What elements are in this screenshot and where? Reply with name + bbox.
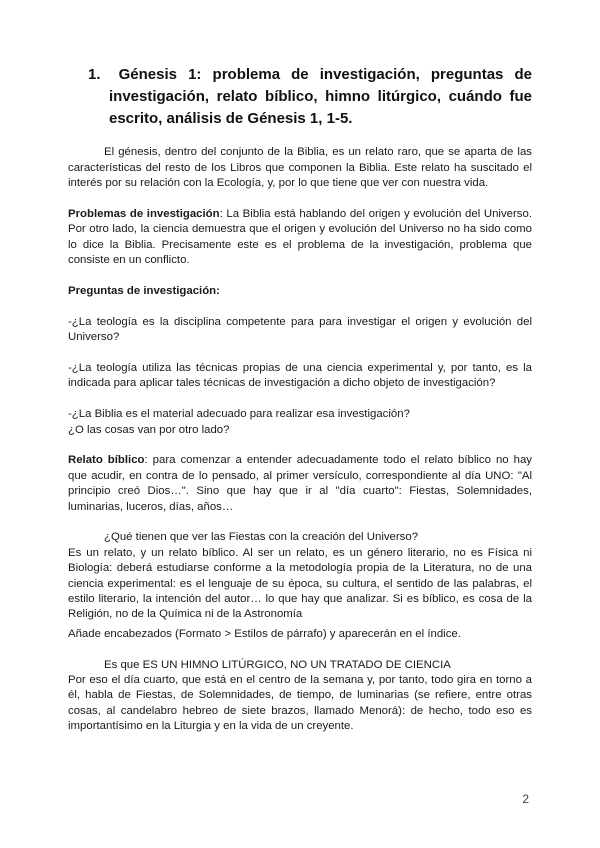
himno-body: Por eso el día cuarto, que está en el centro de la semana y, por tanto, todo gira en torno a él, habla de Fiestas, de Solemnidades, de tiempo, de luminarias (se refiere, entre otras cosas, al candelabro hebreo de siete brazos, llamado Menorá): de hecho, todo eso es importantísimo en la Liturgia y en la vida de un creyente. [68, 674, 532, 733]
himno-heading-line: Es que ES UN HIMNO LITÚRGICO, NO UN TRATADO DE CIENCIA [104, 658, 451, 671]
document-content [68, 0, 532, 735]
intro-paragraph: El génesis, dentro del conjunto de la Biblia, es un relato raro, que se aparta de las características del resto de los Libros que componen la Biblia. Este relato ha suscitado el interés por su relación con la Ecología, y, por lo que tiene que ver con nuestra vida. [68, 146, 532, 190]
relato-paragraph [68, 453, 532, 515]
pregunta-3-line2: ¿O las cosas van por otro lado? [68, 423, 230, 436]
fiestas-body: Es un relato, y un relato bíblico. Al ser un relato, es un género literario, no es Física ni Biología: deberá estudiarse conforme a la metodología propia de la Literatura, no de una ciencia experimental: es el lenguaje de su época, su cultura, el sentido de las palabras, el estilo literario, la intención del autor… lo que hay que analizar. Si es bíblico, es cosa de la Religión, no de la Química ni de la Astronomía [68, 546, 532, 621]
pregunta-3 [68, 407, 532, 438]
pregunta-3-line1: -¿La Biblia es el material adecuado para realizar esa investigación? [68, 408, 410, 421]
problemas-paragraph [68, 207, 532, 269]
fiestas-paragraph [68, 530, 532, 622]
preguntas-heading [68, 284, 532, 299]
preguntas-heading-text: Preguntas de investigación: [68, 285, 220, 298]
pregunta-2: -¿La teología utiliza las técnicas propias de una ciencia experimental y, por tanto, es la indicada para aplicar tales técnicas de investigación a dicho objeto de investigación? [68, 362, 532, 390]
anade-note: Añade encabezados (Formato > Estilos de párrafo) y aparecerán en el índice. [68, 627, 461, 640]
himno-paragraph [68, 658, 532, 735]
fiestas-question: ¿Qué tienen que ver las Fiestas con la creación del Universo? [104, 531, 419, 544]
problemas-lead: Problemas de investigación [68, 208, 220, 220]
document-title [88, 64, 532, 129]
relato-lead: Relato bíblico [68, 454, 145, 467]
relato-body: : para comenzar a entender adecuadamente todo el relato bíblico no hay que acudir, en contra de lo pensado, al primer versículo, correspondiente al día UNO: "Al principio creó Dios…". Sino que hay que ir al "día cuarto": Fiestas, Solemnidades, luminarias, luceros, días, años… [68, 454, 532, 513]
pregunta-1: -¿La teología es la disciplina competente para para investigar el origen y evolución del Universo? [68, 315, 532, 344]
title-number: 1. [88, 66, 101, 83]
problemas-body: : La Biblia está hablando del origen y evolución del Universo. Por otro lado, la ciencia demuestra que el origen y evolución del Universo no ha sido como lo dice la Biblia. Precisamente este es el problema de la investigación, problema que consiste en un conflicto. [68, 208, 532, 267]
title-text: Génesis 1: problema de investigación, preguntas de investigación, relato bíblico, himno litúrgico, cuándo fue escrito, análisis de Génesis 1, 1-5. [109, 66, 532, 127]
page-number: 2 [522, 792, 529, 806]
